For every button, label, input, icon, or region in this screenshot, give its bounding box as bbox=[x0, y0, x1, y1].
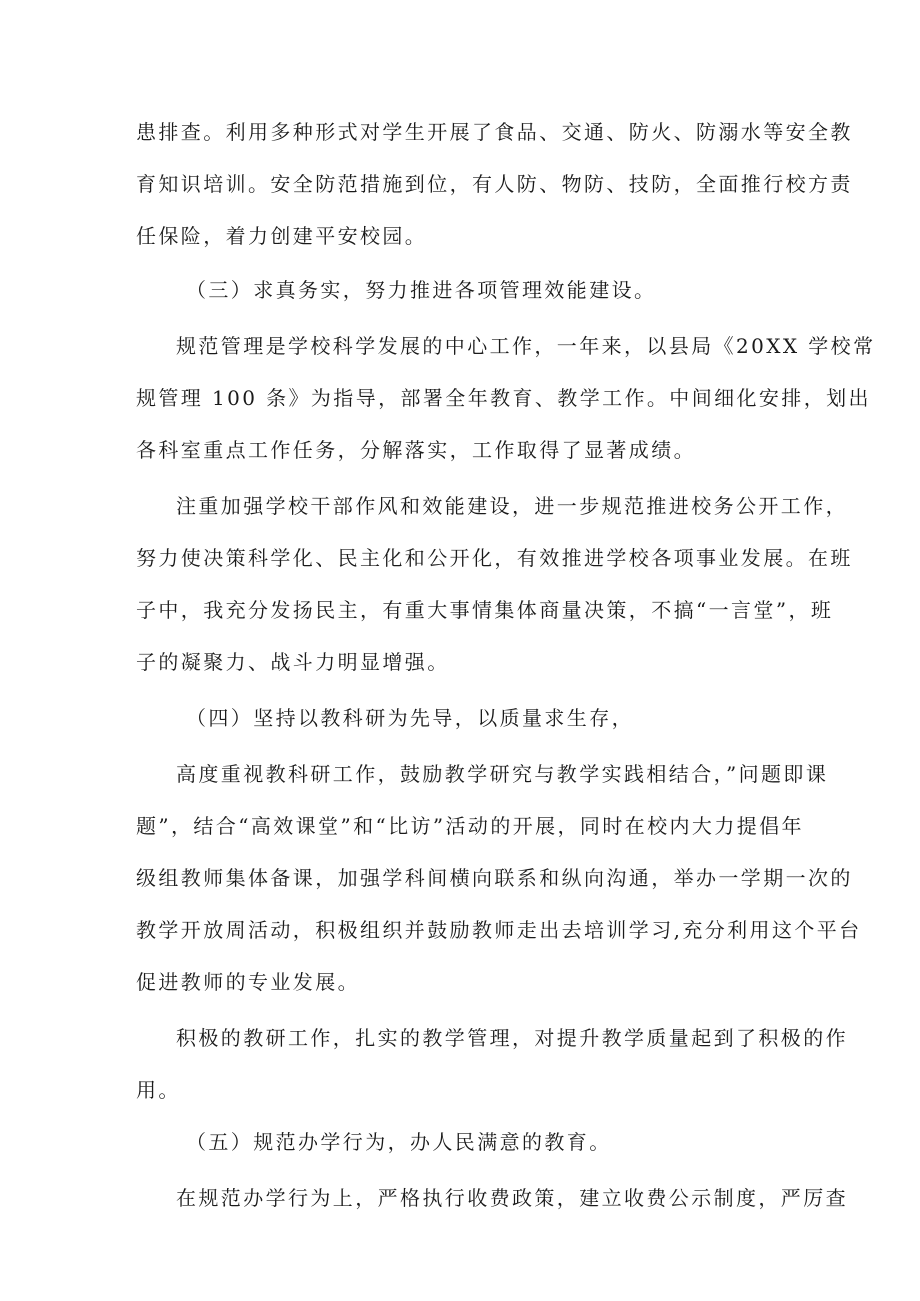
text-line: 各科室重点工作任务，分解落实，工作取得了显著成绩。 bbox=[136, 438, 696, 462]
text-line: 促进教师的专业发展。 bbox=[136, 970, 360, 994]
paragraph-first-line: 规范管理是学校科学发展的中心工作，一年来，以县局《20XX 学校常 bbox=[176, 334, 876, 358]
paragraph-first-line: 高度重视教科研工作，鼓励教学研究与教学实践相结合，”问题即课 bbox=[176, 762, 829, 786]
text-line: 任保险，着力创建平安校园。 bbox=[136, 224, 428, 248]
text-line: 努力使决策科学化、民主化和公开化，有效推进学校各项事业发展。在班 bbox=[136, 546, 853, 570]
paragraph-first-line: 在规范办学行为上，严格执行收费政策，建立收费公示制度，严厉查 bbox=[176, 1186, 848, 1210]
paragraph-first-line: 积极的教研工作，扎实的教学管理，对提升教学质量起到了积极的作 bbox=[176, 1026, 848, 1050]
text-line: 级组教师集体备课，加强学科间横向联系和纵向沟通，举办一学期一次的 bbox=[136, 866, 853, 890]
section-heading: （四）坚持以教科研为先导，以质量求生存， bbox=[186, 706, 634, 730]
text-line: 子中，我充分发扬民主，有重大事情集体商量决策，不搞“一言堂”，班 bbox=[136, 598, 834, 622]
paragraph-first-line: 注重加强学校干部作风和效能建设，进一步规范推进校务公开工作， bbox=[176, 494, 848, 518]
text-line: 规管理 100 条》为指导，部署全年教育、教学工作。中间细化安排，划出 bbox=[136, 386, 871, 410]
text-line: 育知识培训。安全防范措施到位，有人防、物防、技防，全面推行校方责 bbox=[136, 172, 853, 196]
text-line: 子的凝聚力、战斗力明显增强。 bbox=[136, 650, 450, 674]
section-heading: （五）规范办学行为，办人民满意的教育。 bbox=[186, 1130, 612, 1154]
text-line: 教学开放周活动，积极组织并鼓励教师走出去培训学习,充分利用这个平台 bbox=[136, 918, 862, 942]
text-line: 患排查。利用多种形式对学生开展了食品、交通、防火、防溺水等安全教 bbox=[136, 120, 853, 144]
section-heading: （三）求真务实，努力推进各项管理效能建设。 bbox=[186, 278, 657, 302]
text-line: 用。 bbox=[136, 1078, 181, 1102]
text-line: 题”，结合“高效课堂”和“比访”活动的开展，同时在校内大力提倡年 bbox=[136, 814, 804, 838]
